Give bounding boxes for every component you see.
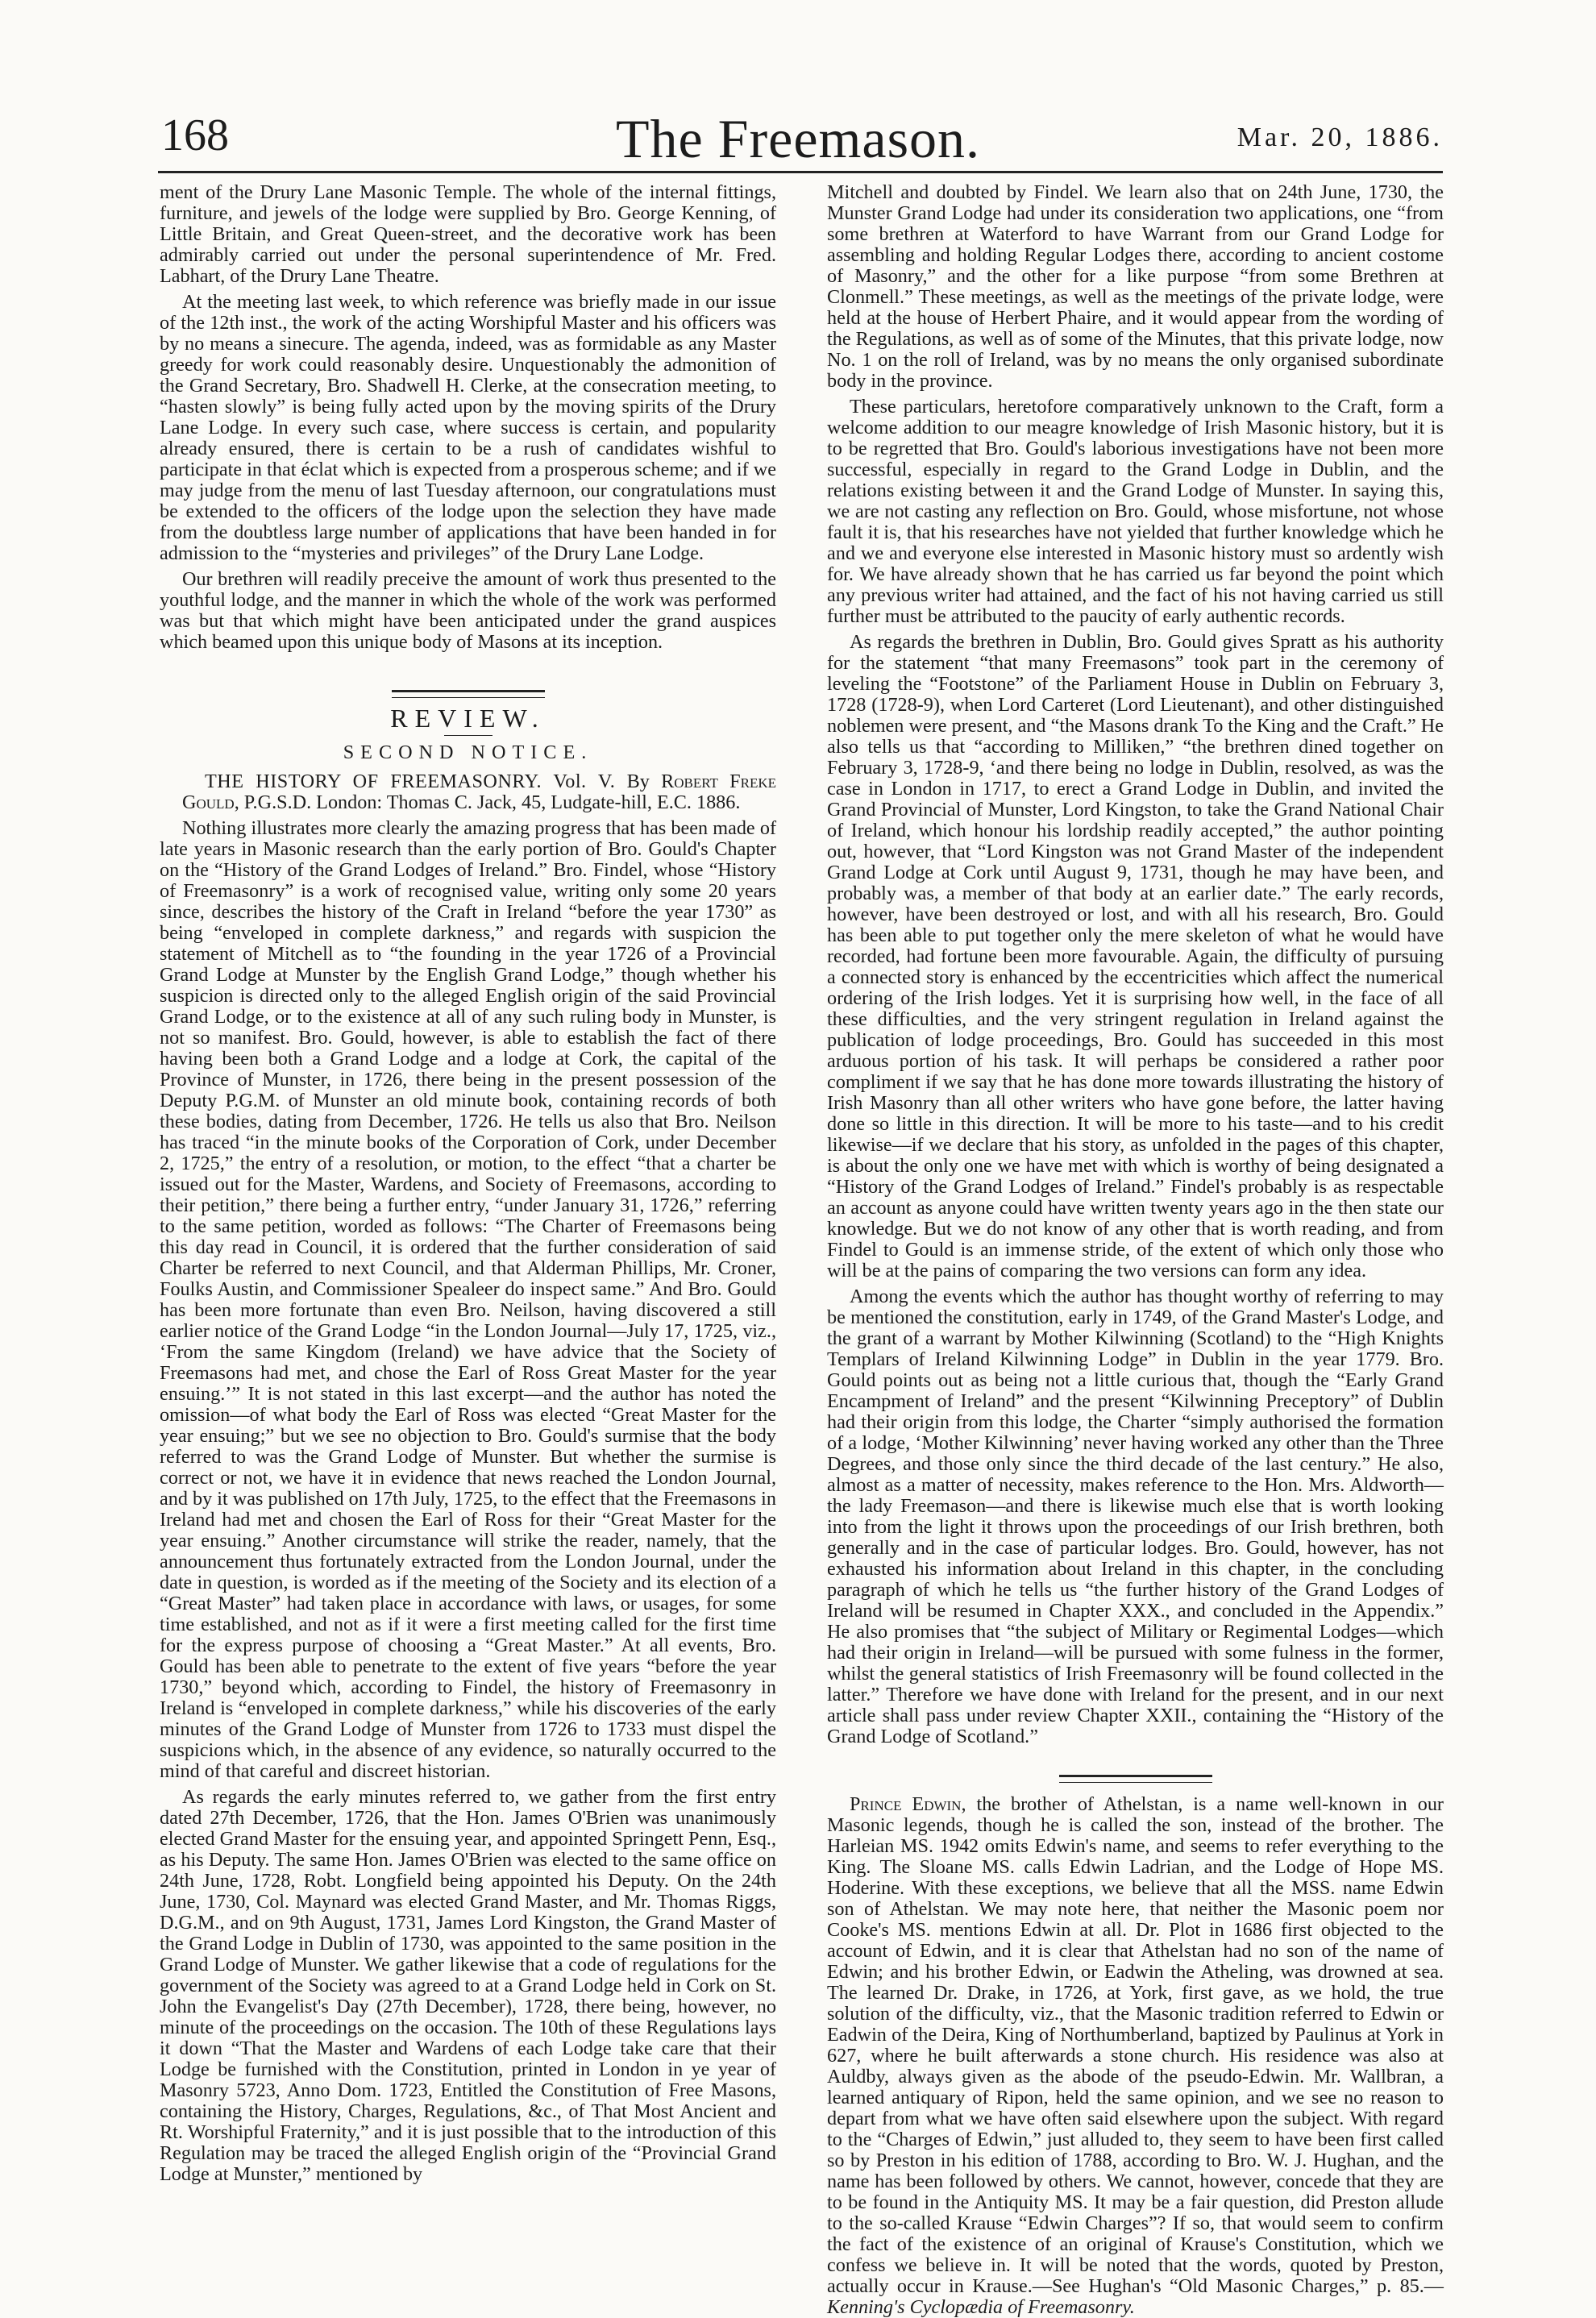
article-paragraph: Nothing illustrates more clearly the amazing progress that has been made of late years in Masonic research than the early portion of Bro. Gould's Chapter on the “History of the Grand Lodges of Ireland.” Bro. Findel, whose “History of Freemasonry” is a work of recognised value, writing only some 20 years since, describes the history of the Craft in Ireland “before the year 1730” as being “enveloped in complete darkness,” and regards with suspicion the statement of Mitchell as to “the founding in the year 1726 of a Provincial Grand Lodge at Munster by the English Grand Lodge,” though whether his suspicion is directed only to the alleged English origin of the said Provincial Grand Lodge, or to the existence at all of any such ruling body in Munster, is not so manifest. Bro. Gould, however, is able to establish the fact of there having been both a Grand Lodge and a lodge at Cork, the capital of the Province of Munster, in 1726, there being in the present possession of the Deputy P.G.M. of Munster an old minute book, containing records of both these bodies, dating from December, 1726. He tells us also that Bro. Neilson has traced “in the minute books of the Corporation of Cork, under December 2, 1725,” the entry of a resolution, or motion, to the effect “that a charter be issued out for the Master, Wardens, and Society of Freemasons, according to their petition,” there being a further entry, “under January 31, 1726,” referring to the same petition, worded as follows: “The Charter of Freemasons being this day read in Council, it is ordered that the further consideration of said Charter be referred to next Council, and that Alderman Phillips, Mr. Croner, Foulks Austin, and Commissioner Spealeer do inspect same.” And Bro. Gould has been more fortunate than even Bro. Neilson, having discovered a still earlier notice of the Grand Lodge “in the London Journal—July 17, 1725, viz., ‘From the same Kingdom (Ireland) we have advice that the Society of Freemasons had met, and chose the Earl of Ross Great Master for the year ensuing.’” It is not stated in this last excerpt—and the author has noted the omission—of what body the Earl of Ross was elected “Great Master for the year ensuing;” but we see no objection to Bro. Gould's surmise that the body referred to was the Grand Lodge of Munster. But whether the surmise is correct or not, we have it in evidence that news reached the London Journal, and by it was published on 17th July, 1725, to the effect that the Freemasons in Ireland had met and chosen the Earl of Ross for their “Great Master for the year ensuing.” Another circumstance will strike the reader, namely, that the announcement thus fortunately extracted from the London Journal, under the date in question, is worded as if the meeting of the Society and its election of a “Great Master” had taken place in accordance with laws, or usages, for some time established, and not as if it were a first meeting called for the first time for the express purpose of choosing a “Great Master.” At all events, Bro. Gould has been able to penetrate to the extent of five years “before the year 1730,” beyond which, according to Findel, the history of Freemasonry in Ireland is “enveloped in complete darkness,” while his discoveries of the early minutes of the Grand Lodge of Munster from 1726 to 1733 must dispel the suspicions which, in the absence of any evidence, so naturally occurred to the mind of that careful and discreet historian. <box>160 817 776 1782</box>
article-paragraph: These particulars, heretofore comparatively unknown to the Craft, form a welcome addition to our meagre knowledge of Irish Masonic history, but it is to be regretted that Bro. Gould's laborious investigations have not been more successful, especially in regard to the Grand Lodge in Dublin, and the relations existing between it and the Grand Lodge of Munster. In saying this, we are not casting any reflection on Bro. Gould, whose misfortune, not whose fault it is, that his researches have not yielded that further knowledge which he and we and everyone else interested in Masonic history must so ardently wish for. We have already shown that he has carried us far beyond the point which any previous writer had attained, and the fact of his not having carried us still further must be attributed to the paucity of early authentic records. <box>827 396 1444 627</box>
header-rule <box>158 171 1443 173</box>
article-paragraph-edwin <box>827 1794 1444 2318</box>
article-paragraph: At the meeting last week, to which reference was briefly made in our issue of the 12th inst., the work of the acting Worshipful Master and his officers was by no means a sinecure. The agenda, indeed, was as formidable as any Master greedy for work could reasonably desire. Unquestionably the admonition of the Grand Secretary, Bro. Shadwell H. Clerke, at the consecration meeting, to “hasten slowly” is being fully acted upon by the moving spirits of the Drury Lane Lodge. In every such case, where success is certain, and popularity already ensured, there is certain to be a rush of candidates wishful to participate in that éclat which is expected from a prosperous scheme; and if we may judge from the menu of last Tuesday afternoon, our congratulations must be extended to the officers of the lodge upon the selection they have made from the doubtless large number of applications that have been handed in for admission to the “mysteries and privileges” of the Drury Lane Lodge. <box>160 291 776 564</box>
heading-rule <box>444 735 493 736</box>
edwin-text: , the brother of Athelstan, is a name well-known in our Masonic legends, though he is called the son, instead of the brother. The Harleian MS. 1942 omits Edwin's name, and seems to refer everything to the King. The Sloane MS. calls Edwin Ladrian, and the Lodge of Hope MS. Hoderine. With these exceptions, we believe that all the MSS. name Edwin son of Athelstan. We may note here, that neither the Masonic poem nor Cooke's MS. mentions Edwin at all. Dr. Plot in 1686 first objected to the account of Edwin, and it is clear that Athelstan had no son of the name of Edwin; and his brother Edwin, or Eadwin the Atheling, was drowned at sea. The learned Dr. Drake, in 1726, at York, first gave, as we hold, the true solution of the difficulty, viz., that the Masonic tradition referred to Edwin or Eadwin of the Deira, King of Northumberland, baptized by Paulinus at York in 627, where he built afterwards a stone church. His residence was also at Auldby, always given as the abode of the pseudo-Edwin. Mr. Wallbran, a learned antiquary of Ripon, held the same opinion, and we see no reason to depart from what we have often said elsewhere upon the subject. With regard to the “Charges of Edwin,” just alluded to, they seem to have been first called so by Preston in his edition of 1788, according to Bro. W. J. Hughan, and the name has been followed by others. We cannot, however, concede that they are to be found in the Antiquity MS. It may be a fair question, did Preston allude to the so-called Krause “Edwin Charges”? If so, that would seem to confirm the fact of the existence of an original of Krause's Constitution, which we confess we believe in. It will be noted that the words, quoted by Preston, actually occur in Krause.—See Hughan's “Old Masonic Charges,” p. 85.— <box>827 1793 1444 2297</box>
book-title: THE HISTORY OF FREEMASONRY. Vol. V. <box>205 771 616 792</box>
article-paragraph: Mitchell and doubted by Findel. We learn also that on 24th June, 1730, the Munster Grand Lodge had under its consideration two applications, one “from some brethren at Waterford to have Warrant from our Grand Lodge for assembling and holding Regular Lodges there, according to ancient costome of Masonry,” and the other for a like purpose “from some Brethren at Clonmell.” These meetings, as well as the meetings of the private lodge, were held at the house of Herbert Phaire, and it would appear from the wording of the Regulations, as well as of some of the Minutes, that this private lodge, now No. 1 on the roll of Ireland, was by no means the only organised subordinate body in the province. <box>827 181 1444 392</box>
masthead-title: The Freemason. <box>615 108 981 169</box>
article-paragraph: Among the events which the author has thought worthy of referring to may be mentioned the constitution, early in 1749, of the Grand Master's Lodge, and the grant of a warrant by Mother Kilwinning (Scotland) to the “High Knights Templars of Ireland Kilwinning Lodge” in Dublin in the year 1779. Bro. Gould points out as being not a little curious that, though the “Early Grand Encampment of Ireland” and the present “Kilwinning Preceptory” of Dublin had their origin from this lodge, the Charter “simply authorised the formation of a lodge, ‘Mother Kilwinning’ never having worked any other than the Three Degrees, and those only since the third decade of the last century.” He also, almost as a matter of necessity, makes reference to the Hon. Mrs. Aldworth—the lady Freemason—and there is likewise much else that is worth looking into from the light it throws upon the proceedings of our Irish brethren, both generally and in the case of particular lodges. Bro. Gould, however, has not exhausted his information about Ireland in this chapter, in the concluding paragraph of which he tells us “the further history of the Grand Lodges of Ireland will be resumed in Chapter XXX., and concluded in the Appendix.” He also promises that “the subject of Military or Regimental Lodges—which had their origin in Ireland—will be pursued with some fulness in the former, whilst the general statistics of Irish Freemasonry will be found collected in the latter.” Therefore we have done with Ireland for the present, and in our next article shall pass under review Chapter XXII., containing the “History of the Grand Lodge of Scotland.” <box>827 1286 1444 1747</box>
book-publisher: , P.G.S.D. London: Thomas C. Jack, 45, Ludgate-hill, E.C. 1886. <box>234 791 741 813</box>
article-paragraph: As regards the brethren in Dublin, Bro. Gould gives Spratt as his authority for the statement “that many Freemasons” took part in the ceremony of leveling the “Footstone” of the Parliament House in Dublin on February 3, 1728 (1728-9), when Lord Carteret (Lord Lieutenant), and other distinguished noblemen were present, and “the Masons drank To the King and the Craft.” He also tells us that “according to Milliken,” “the brethren dined together on February 3, 1728-9, ‘and there being no lodge in Dublin, resolved, as was the case in London in 1717, to erect a Grand Lodge in Dublin, and invited the Grand Provincial of Munster, Lord Kingston, to take the Grand National Chair of Ireland, which honour his lordship readily accepted,” the author pointing out, however, that “Lord Kingston was not Grand Master of the independent Grand Lodge at Cork until August 9, 1731, though he may have been, and probably was, a member of that body at an earlier date.” The early records, however, have been destroyed or lost, and with all his research, Bro. Gould has been able to put together only the mere skeleton of what he would have recorded, had fortune been more favourable. Again, the difficulty of pursuing a connected story is enhanced by the eccentricities which affect the numerical ordering of the Irish lodges. Yet it is surprising how well, in the face of all these difficulties, and the very stringent regulation in Ireland against the publication of lodge proceedings, Bro. Gould has succeeded in this most arduous portion of his task. It will perhaps be considered a rather poor compliment if we say that he has done more towards illustrating the history of Irish Masonry than all other writers who have gone before, the latter having done so little in this direction. It will be more to his taste—and to his credit likewise—if we declare that his story, as unfolded in the pages of this chapter, is about the only one we have met with which is worthy of being designated a “History of the Grand Lodges of Ireland.” Findel's probably is as respectable an account as anyone could have written twenty years ago in the then state our knowledge. But we do not know of any other that is worth reading, and from Findel to Gould is an immense stride, of the extent of which only those who will be at the pains of comparing the two versions can form any idea. <box>827 631 1444 1282</box>
review-heading: REVIEW. <box>390 704 546 733</box>
edwin-lead: Prince Edwin <box>850 1793 962 1815</box>
article-paragraph: Our brethren will readily preceive the amount of work thus presented to the youthful lodge, and the manner in which the whole of the work was performed was but that which might have been anticipated under the grand auspices which beamed upon this unique body of Masons at its inception. <box>160 568 776 653</box>
section-divider <box>392 690 545 698</box>
article-paragraph: ment of the Drury Lane Masonic Temple. The whole of the internal fittings, furniture, and jewels of the lodge were supplied by Bro. George Kenning, of Little Britain, and Great Queen-street, and the decorative work has been admirably carried out under the personal superintendence of Mr. Fred. Labhart, of the Drury Lane Theatre. <box>160 181 776 287</box>
edwin-source: Kenning's Cyclopædia of Freemasonry. <box>827 2296 1135 2318</box>
book-by: By <box>626 771 650 792</box>
review-subheading: SECOND NOTICE. <box>343 742 593 763</box>
section-divider <box>1059 1775 1212 1783</box>
book-author: Robert Freke Gould <box>182 771 777 813</box>
issue-date: Mar. 20, 1886. <box>1236 123 1443 152</box>
left-column <box>160 182 776 2262</box>
article-paragraph: As regards the early minutes referred to, we gather from the first entry dated 27th December, 1726, that the Hon. James O'Brien was unanimously elected Grand Master for the ensuing year, and appointed Springett Penn, Esq., as his Deputy. The same Hon. James O'Brien was elected to the same office on 24th June, 1728, Robt. Longfield being appointed his Deputy. On the 24th June, 1730, Col. Maynard was elected Grand Master, and Mr. Thomas Riggs, D.G.M., and on 9th August, 1731, James Lord Kingston, the Grand Master of the Grand Lodge in Dublin of 1730, was appointed to the same position in the Grand Lodge of Munster. We gather likewise that a code of regulations for the government of the Society was agreed to at a Grand Lodge held in Cork on St. John the Evangelist's Day (27th December), 1728, there being, however, no minute of the proceedings on the occasion. The 10th of these Regulations lays it down “That the Master and Wardens of each Lodge take care that their Lodge be furnished with the Constitution, printed in London in ye year of Masonry 5723, Anno Dom. 1723, Entitled the Constitution of Free Masons, containing the History, Charges, Regulations, &c., of That Most Ancient and Rt. Worshipful Fraternity,” and it is just possible that to the introduction of this Regulation may be traced the alleged English origin of the “Provincial Grand Lodge at Munster,” mentioned by <box>160 1786 776 2185</box>
page-number: 168 <box>161 110 229 160</box>
right-column <box>827 181 1444 2318</box>
book-citation <box>160 771 776 813</box>
